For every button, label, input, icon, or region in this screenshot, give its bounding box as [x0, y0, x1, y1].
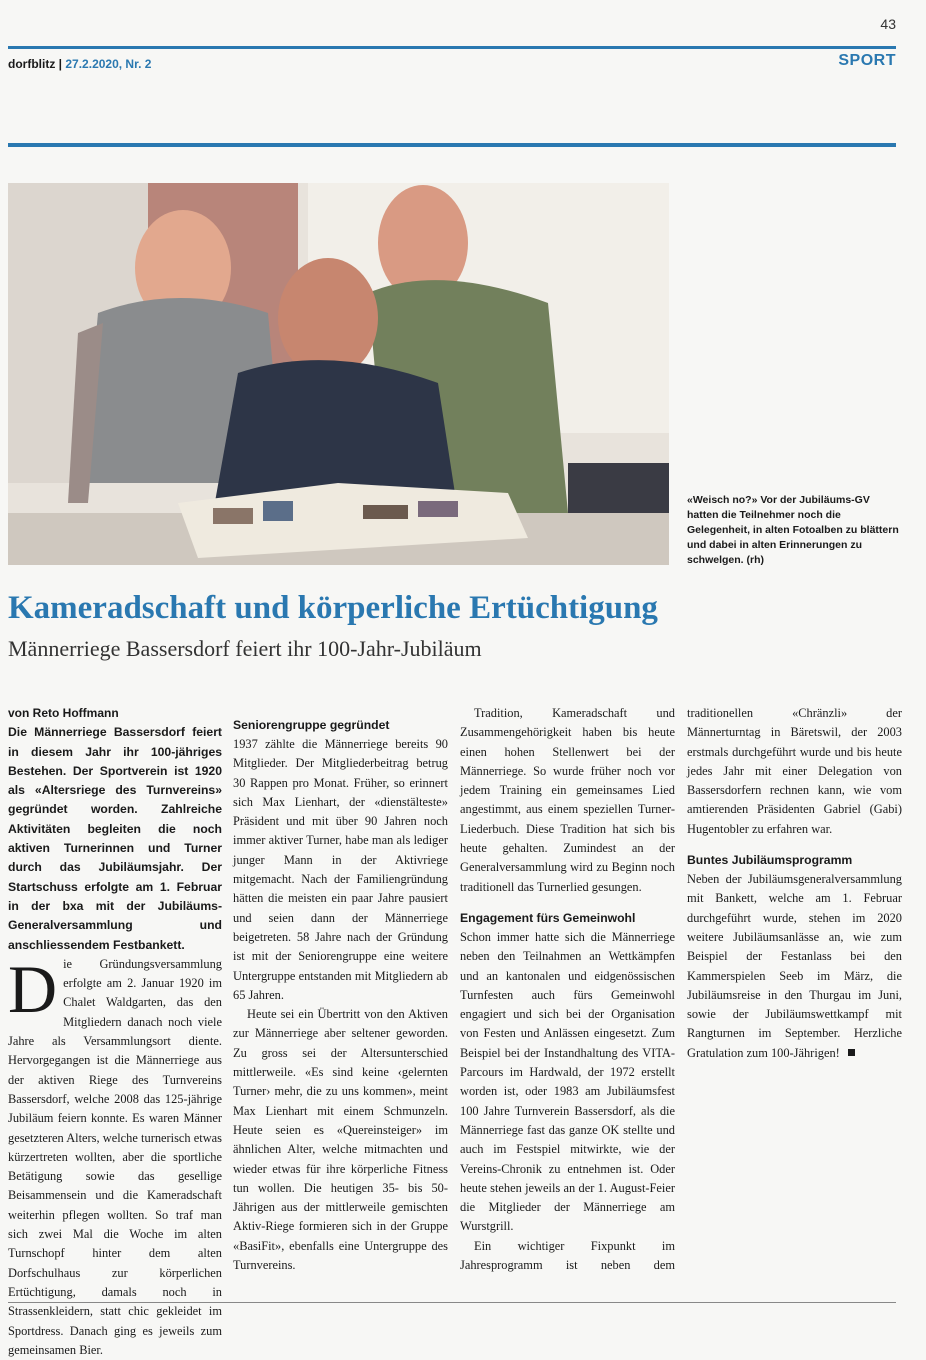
subheading-seniorengruppe: Seniorengruppe gegründet — [233, 718, 390, 732]
masthead — [8, 57, 151, 71]
bottom-rule — [8, 1302, 896, 1303]
headline: Kameradschaft und körperliche Ertüchtigung — [8, 590, 658, 626]
top-rule — [8, 46, 896, 49]
page-number: 43 — [880, 16, 896, 32]
paragraph-2: 1937 zählte die Männerriege bereits 90 Mitglieder. Der Mitgliederbeitrag betrug 30 Rappen pro Monat. Früher, so erinnert sich Max Lienhart, der «dienstälteste» Präsident und mit über 90 Jahren noch immer aktiver Turner, habe man als lediger junger Mann in der Aktivriege mitgemacht. Nach der Familiengründung hätten die meisten ein paar Jahre pausiert und seien dann der Männerriege beigetreten. 58 Jahre nach der Gründung ist mit der Seniorengruppe eine weitere Untergruppe entstanden mit Mitgliedern ab 65 Jahren. — [233, 737, 448, 1002]
subheadline: Männerriege Bassersdorf feiert ihr 100-Jahr-Jubiläum — [8, 636, 482, 661]
paragraph-4: Tradition, Kameradschaft und Zusammengehörigkeit haben bis heute einen hohen Stellenwert bei der Männerriege. So wurde früher noch vor jedem Training ein gemeinsames Lied angestimmt, aus einem speziellen Turner-Liederbuch. Diese Tradition hat sich bis heute gehalten. Zumindest an der Generalversammlung wird zu Beginn noch traditionell das Turnerlied gesungen. — [460, 706, 675, 894]
byline: von Reto Hoffmann — [8, 706, 119, 720]
masthead-separator: | — [58, 57, 66, 71]
paragraph-5: Schon immer hatte sich die Männerriege neben den Teilnahmen an Wettkämpfen und an kantonalen und eidgenössischen Turnfesten auch fürs Gemeinwohl engagiert und sich bei der Organisation von Festen und Anlässen eingesetzt. Zum Beispiel bei der Instandhaltung des VITA-Parcours im Hardwald, der 1972 erstellt worden ist, oder 1983 am Jubiläumsfest 100 Jahre Turnverein Bassersdorf, als die Männerriege fast das ganze OK stellte und auch im Festspiel mitwirkte, wie der Vereins-Chronik zu entnehmen ist. Oder heute stehen jeweils an der 1. August-Feier die Mitglieder der Männerriege am Wurstgrill. — [460, 929, 675, 1234]
end-mark — [848, 1049, 855, 1056]
masthead-issue: 27.2.2020, Nr. 2 — [65, 57, 152, 71]
body-flow — [233, 704, 902, 1286]
paragraph-3: Heute sei ein Übertritt von den Aktiven zur Männerriege aber seltener geworden. Zu gross sei der Altersunterschied mittlerweile. «Es sind keine ‹gelernten Turner› mehr, die zu uns kommen», meint Max Lienhart mit einem Schmunzeln. Heute seien es «Quereinsteiger» im ähnlichen Alter, welche mitmachten und wieder etwas für ihre körperliche Fitness tun wollen. Die heutigen 35- bis 50-Jährigen aus der mittlerweile gemischten Aktiv-Riege formieren sich in der Gruppe «BasiFit», ebenfalls eine Untergruppe des Turnvereins. — [233, 1007, 448, 1273]
photo-caption: «Weisch no?» Vor der Jubiläums-GV hatten die Teilnehmer noch die Gelegenheit, in alten Fotoalben zu blättern und dabei in alten Erinnerungen zu schwelgen. (rh) — [687, 494, 899, 566]
masthead-brand: dorfblitz — [8, 57, 56, 71]
lead-paragraph: Die Männerriege Bassersdorf feiert in diesem Jahr ihr 100-jähriges Bestehen. Der Sportverein ist 1920 als «Altersriege des Turnvereins» gegründet worden. Zahlreiche Aktivitäten begleiten die noch aktiven Turnerinnen und Turner durch das Jubiläumsjahr. Der Startschuss erfolgte am 1. Februar in der bxa mit der Jubiläums-Generalversammlung und anschliessendem Festbankett. — [8, 725, 222, 952]
section-label: SPORT — [838, 52, 896, 69]
column-1 — [8, 704, 222, 1360]
subheading-engagement: Engagement fürs Gemeinwohl — [460, 910, 636, 925]
subheading-jubilaeum: Buntes Jubiläumsprogramm — [687, 853, 853, 868]
paragraph-1 — [8, 950, 222, 1360]
paragraph-7 — [687, 870, 902, 1063]
paragraph-7-text: Neben der Jubiläumsgeneralversammlung mit Bankett, welche am 1. Februar durchgeführt wurde, stehen im 2020 weitere Jubiläumsanlässe an, wie zum Beispiel der Festanlass bei den Kammerspielen Seeb im März, die Jubiläumsreise in den Thurgau im Juni, sowie der Jubiläumswettkampf mit Rangturnen im September. Herzliche Gratulation zum 100-Jährigen! — [687, 872, 902, 1060]
photo-illustration — [8, 183, 669, 565]
paragraph-1-text: ie Gründungsversammlung erfolgte am 2. Januar 1920 im Chalet Waldgarten, das den Mitgliedern danach noch viele Jahre als Versammlungsort diente. Hervorgegangen ist die Männerriege aus der aktiven Riege des Turnvereins Bassersdorf, welche 2008 das 125-jährige Jubiläum feiern konnte. Es waren Männer gesetzteren Alters, welche turnerisch etwas kürzertreten wollten, aber die sportliche Betätigung sowie das gesellige Beisammensein und die Kameradschaft weiterhin pflegen wollten. So traf man sich zwei Mal die Woche im alten Turnschopf hinter dem alten Dorfschulhaus zur körperlichen Ertüchtigung, damals noch in Strassenkleidern, statt chic gekleidet im Sportdress. Danach ging es jeweils zum gemeinsamen Bier. — [8, 956, 222, 1357]
section-rule — [8, 143, 896, 147]
paragraph-6: Ein wichtiger Fixpunkt im Jahresprogramm ist neben dem traditionellen «Chränzli» der Männerturntag in Bäretswil, der 2003 erstmals durchgeführt wurde und bis heute jedes Jahr mit einer Delegation von Bassersdorfern rechnen kann, wie vom amtierenden Präsidenten Gabriel (Gabi) Hugentobler zu erfahren war. — [460, 706, 902, 1273]
drop-cap: D — [8, 950, 58, 1027]
article-photo — [8, 183, 669, 565]
